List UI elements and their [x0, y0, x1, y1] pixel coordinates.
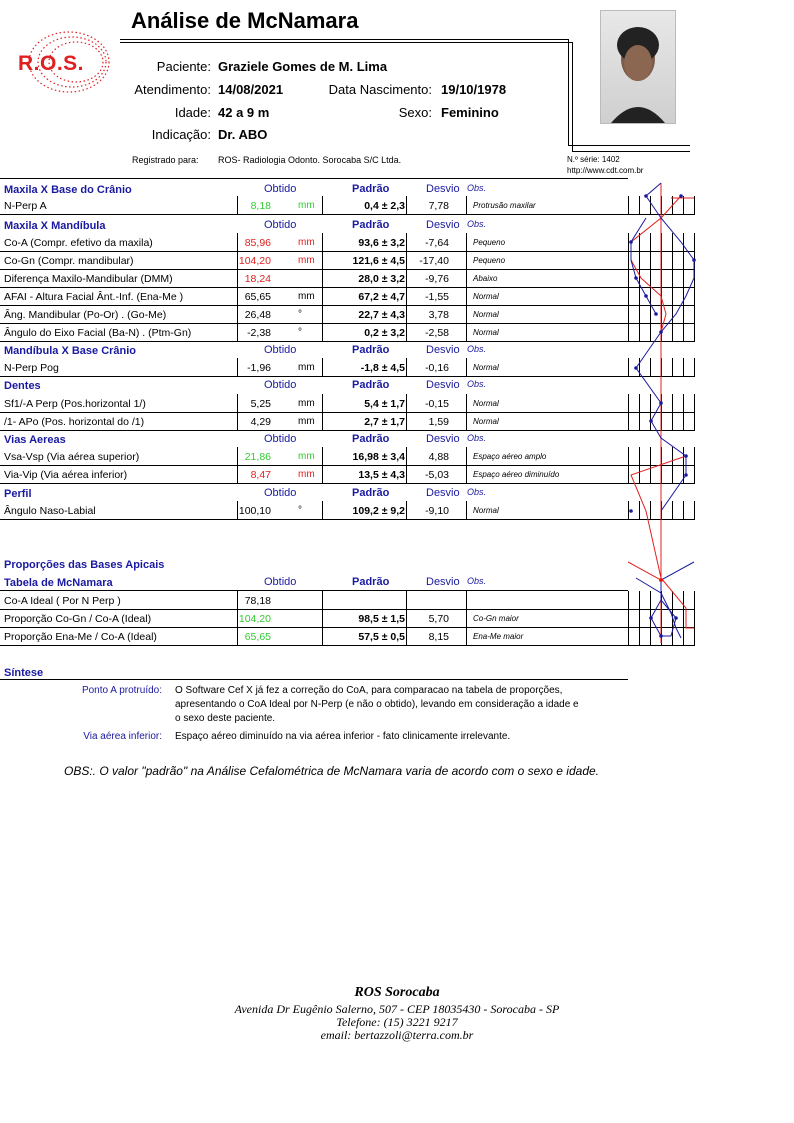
col-padrao: Padrão [352, 379, 390, 391]
row-desvio: -2,58 [425, 327, 449, 339]
col-obtido: Obtido [264, 183, 297, 195]
header-divider [568, 145, 690, 146]
header-divider [572, 42, 573, 152]
synthesis-title: Síntese [4, 667, 44, 679]
col-desvio: Desvio [426, 433, 460, 445]
footer-address: Avenida Dr Eugênio Salerno, 507 - CEP 18035430 - Sorocaba - SP [234, 1002, 560, 1016]
row-desvio: -5,03 [425, 469, 449, 481]
row-desvio: -0,16 [425, 362, 449, 374]
row-desvio: 3,78 [428, 309, 449, 321]
col-desvio: Desvio [426, 344, 460, 356]
row-desvio: -1,55 [425, 291, 449, 303]
patient-name: Graziele Gomes de M. Lima [218, 59, 388, 74]
row-obs: Normal [473, 310, 499, 319]
table-row: Co-Gn (Compr. mandibular) 104,20 mm 121,6 ± 4,5 -17,40 Pequeno [0, 251, 628, 270]
table-top-line [0, 178, 628, 179]
row-label: N-Perp A [4, 200, 47, 212]
col-padrao: Padrão [352, 487, 390, 499]
row-obs: Abaixo [473, 274, 498, 283]
row-label: Co-Gn (Compr. mandibular) [4, 255, 134, 267]
birthdate-label: Data Nascimento: [328, 82, 432, 97]
synthesis-label: Ponto A protruído: [81, 685, 162, 696]
synthesis-divider [0, 679, 628, 680]
row-desvio: -9,10 [425, 505, 449, 517]
row-obs: Normal [473, 363, 499, 372]
synthesis-line: o sexo deste paciente. [175, 713, 276, 724]
portrait-icon [601, 11, 675, 123]
table-row [0, 591, 628, 610]
table-row: N-Perp Pog -1,96 mm -1,8 ± 4,5 -0,16 Normal [0, 358, 628, 377]
row-obtido: 18,24 [244, 273, 271, 285]
appointment-date: 14/08/2021 [218, 82, 284, 97]
indication-label: Indicação: [151, 127, 211, 142]
col-obs: Obs. [467, 576, 487, 586]
row-obtido: 85,96 [244, 237, 271, 249]
row-label: Co-A (Compr. efetivo da maxila) [4, 237, 153, 249]
logo [14, 28, 114, 98]
col-padrao: Padrão [352, 219, 390, 231]
synthesis-line: apresentando o CoA Ideal por N-Perp (e não o obtido), levando em consideração a idade e [175, 699, 579, 710]
row-desvio: 5,70 [428, 613, 449, 625]
col-obs: Obs. [467, 344, 487, 354]
section-proporcoes: Proporções das Bases Apicais [4, 559, 165, 571]
row-padrao: 2,7 ± 1,7 [364, 416, 405, 428]
row-obtido: -2,38 [247, 327, 271, 339]
table-row [0, 609, 628, 628]
synthesis-label: Via aérea inferior: [83, 731, 162, 742]
row-desvio: -9,76 [425, 273, 449, 285]
header-divider [568, 39, 569, 145]
row-label: Proporção Ena-Me / Co-A (Ideal) [4, 631, 157, 643]
row-obtido: 100,10 [238, 505, 271, 517]
col-desvio: Desvio [426, 487, 460, 499]
row-padrao: 98,5 ± 1,5 [358, 613, 405, 625]
row-obtido: 104,20 [238, 255, 271, 267]
row-padrao: 57,5 ± 0,5 [358, 631, 405, 643]
serial-number: N.º série: 1402 [567, 155, 620, 164]
registered-to: ROS- Radiologia Odonto. Sorocaba S/C Ltda. [218, 155, 402, 165]
row-label: /1- APo (Pos. horizontal do /1) [4, 416, 145, 428]
registered-label: Registrado para: [132, 155, 199, 165]
table-row: Co-A (Compr. efetivo da maxila) 85,96 mm 93,6 ± 3,2 -7,64 Pequeno [0, 233, 628, 252]
row-desvio: 7,78 [428, 200, 449, 212]
header-divider [120, 42, 572, 43]
appointment-label: Atendimento: [134, 82, 211, 97]
table-row: Sf1/-A Perp (Pos.horizontal 1/) 5,25 mm 5,4 ± 1,7 -0,15 Normal [0, 394, 628, 413]
row-obtido: 4,29 [250, 416, 271, 428]
row-obs: Espaço aéreo diminuído [473, 470, 560, 479]
row-desvio: 1,59 [428, 416, 449, 428]
row-obtido: 21,86 [244, 451, 271, 463]
row-label: Ângulo do Eixo Facial (Ba-N) . (Ptm-Gn) [4, 327, 192, 339]
table-row: Âng. Mandibular (Po-Or) . (Go-Me) 26,48 ° 22,7 ± 4,3 3,78 Normal [0, 305, 628, 324]
row-padrao: 121,6 ± 4,5 [352, 255, 405, 267]
row-padrao: 16,98 ± 3,4 [352, 451, 405, 463]
row-obs: Normal [473, 328, 499, 337]
col-obtido: Obtido [264, 433, 297, 445]
col-obtido: Obtido [264, 219, 297, 231]
section-perfil: Perfil [4, 488, 32, 500]
row-label: Ângulo Naso-Labial [4, 505, 96, 517]
row-obtido: 8,47 [250, 469, 271, 481]
row-label: Sf1/-A Perp (Pos.horizontal 1/) [4, 398, 146, 410]
table-row: Ângulo Naso-Labial 100,10 ° 109,2 ± 9,2 -9,10 Normal [0, 501, 628, 520]
row-obtido: 5,25 [250, 398, 271, 410]
section-tabela-mcnamara: Tabela de McNamara [4, 577, 113, 589]
row-label: Via-Vip (Via aérea inferior) [4, 469, 128, 481]
row-obtido: 104,20 [238, 613, 271, 625]
row-obs: Normal [473, 506, 499, 515]
row-obs: Pequeno [473, 256, 506, 265]
col-obtido: Obtido [264, 576, 297, 588]
section-maxila-mandibula: Maxila X Mandíbula [4, 220, 106, 232]
col-obtido: Obtido [264, 344, 297, 356]
col-padrao: Padrão [352, 344, 390, 356]
table-row: N-Perp A 8,18 mm 0,4 ± 2,3 7,78 Protrusão maxilar [0, 196, 628, 215]
table-row: Ângulo do Eixo Facial (Ba-N) . (Ptm-Gn) -2,38 ° 0,2 ± 3,2 -2,58 Normal [0, 323, 628, 342]
row-padrao: 13,5 ± 4,3 [358, 469, 405, 481]
patient-photo [600, 10, 676, 124]
row-label: Proporção Co-Gn / Co-A (Ideal) [4, 613, 152, 625]
proportion-graph [626, 558, 696, 648]
row-desvio: 8,15 [428, 631, 449, 643]
col-obs: Obs. [467, 219, 487, 229]
row-padrao: 0,4 ± 2,3 [364, 200, 405, 212]
row-obs: Normal [473, 399, 499, 408]
col-obs: Obs. [467, 487, 487, 497]
row-obtido: 65,65 [244, 631, 271, 643]
col-obs: Obs. [467, 183, 487, 193]
table-row [0, 627, 628, 646]
row-obs: Protrusão maxilar [473, 201, 536, 210]
indication: Dr. ABO [218, 127, 268, 142]
age: 42 a 9 m [218, 105, 270, 120]
row-obtido: 8,18 [250, 200, 271, 212]
page-title: Análise de McNamara [131, 8, 359, 33]
row-obs: Pequeno [473, 238, 506, 247]
col-obs: Obs. [467, 379, 487, 389]
row-obtido: 26,48 [244, 309, 271, 321]
row-obtido: 65,65 [244, 291, 271, 303]
row-desvio: -7,64 [425, 237, 449, 249]
col-obtido: Obtido [264, 487, 297, 499]
col-padrao: Padrão [352, 433, 390, 445]
website: http://www.cdt.com.br [567, 166, 644, 175]
col-desvio: Desvio [426, 183, 460, 195]
row-obs: Normal [473, 292, 499, 301]
section-mandibula-base: Mandíbula X Base Crânio [4, 345, 137, 357]
logo-text: R.O.S. [18, 52, 85, 75]
table-row: /1- APo (Pos. horizontal do /1) 4,29 mm 2,7 ± 1,7 1,59 Normal [0, 412, 628, 431]
section-maxila-base: Maxila X Base do Crânio [4, 184, 132, 196]
row-label: Vsa-Vsp (Via aérea superior) [4, 451, 140, 463]
row-label: Âng. Mandibular (Po-Or) . (Go-Me) [4, 309, 167, 321]
table-row [0, 269, 628, 288]
col-desvio: Desvio [426, 576, 460, 588]
table-row: AFAI - Altura Facial Ânt.-Inf. (Ena-Me ) 65,65 mm 67,2 ± 4,7 -1,55 Normal [0, 287, 628, 306]
obs-note: OBS:. O valor "padrão" na Análise Cefalométrica de McNamara varia de acordo com o sexo e idade. [64, 764, 600, 778]
row-obtido: 78,18 [244, 595, 271, 607]
synthesis-text [175, 684, 625, 726]
row-padrao: 67,2 ± 4,7 [358, 291, 405, 303]
col-desvio: Desvio [426, 219, 460, 231]
row-padrao: -1,8 ± 4,5 [360, 362, 405, 374]
table-row: Vsa-Vsp (Via aérea superior) 21,86 mm 16,98 ± 3,4 4,88 Espaço aéreo amplo [0, 447, 628, 466]
header-divider [572, 151, 690, 152]
row-desvio: -0,15 [425, 398, 449, 410]
row-label: AFAI - Altura Facial Ânt.-Inf. (Ena-Me ) [4, 291, 184, 303]
col-desvio: Desvio [426, 379, 460, 391]
synthesis-line: O Software Cef X já fez a correção do CoA, para comparacao na tabela de proporções, [175, 685, 563, 696]
footer-email: email: bertazzoli@terra.com.br [320, 1028, 474, 1042]
row-padrao: 22,7 ± 4,3 [358, 309, 405, 321]
patient-label: Paciente: [156, 59, 211, 74]
row-desvio: -17,40 [419, 255, 449, 267]
row-obs: Ena-Me maior [473, 632, 524, 641]
row-obs: Espaço aéreo amplo [473, 452, 547, 461]
row-obs: Co-Gn maior [473, 614, 519, 623]
table-row: Via-Vip (Via aérea inferior) 8,47 mm 13,5 ± 4,3 -5,03 Espaço aéreo diminuído [0, 465, 628, 484]
age-label: Idade: [174, 105, 211, 120]
row-padrao: 28,0 ± 3,2 [358, 273, 405, 285]
header-divider [120, 39, 568, 40]
row-obs: Normal [473, 417, 499, 426]
col-padrao: Padrão [352, 183, 390, 195]
row-label: N-Perp Pog [4, 362, 59, 374]
section-vias-aereas: Vias Aereas [4, 434, 66, 446]
row-padrao: 109,2 ± 9,2 [352, 505, 405, 517]
footer-name: ROS Sorocaba [354, 985, 440, 1000]
row-padrao: 5,4 ± 1,7 [364, 398, 405, 410]
col-obtido: Obtido [264, 379, 297, 391]
col-obs: Obs. [467, 433, 487, 443]
sex: Feminino [441, 105, 499, 120]
row-padrao: 93,6 ± 3,2 [358, 237, 405, 249]
footer-phone: Telefone: (15) 3221 9217 [336, 1015, 458, 1029]
col-padrao: Padrão [352, 576, 390, 588]
birthdate: 19/10/1978 [441, 82, 507, 97]
row-desvio: 4,88 [428, 451, 449, 463]
row-label: Diferença Maxilo-Mandibular (DMM) [4, 273, 173, 285]
row-label: Co-A Ideal ( Por N Perp ) [4, 595, 121, 607]
row-padrao: 0,2 ± 3,2 [364, 327, 405, 339]
row-obtido: -1,96 [247, 362, 271, 374]
sex-label: Sexo: [398, 105, 432, 120]
synthesis-text: Espaço aéreo diminuído na via aérea inferior - fato clinicamente irrelevante. [175, 731, 511, 742]
section-dentes: Dentes [4, 380, 41, 392]
